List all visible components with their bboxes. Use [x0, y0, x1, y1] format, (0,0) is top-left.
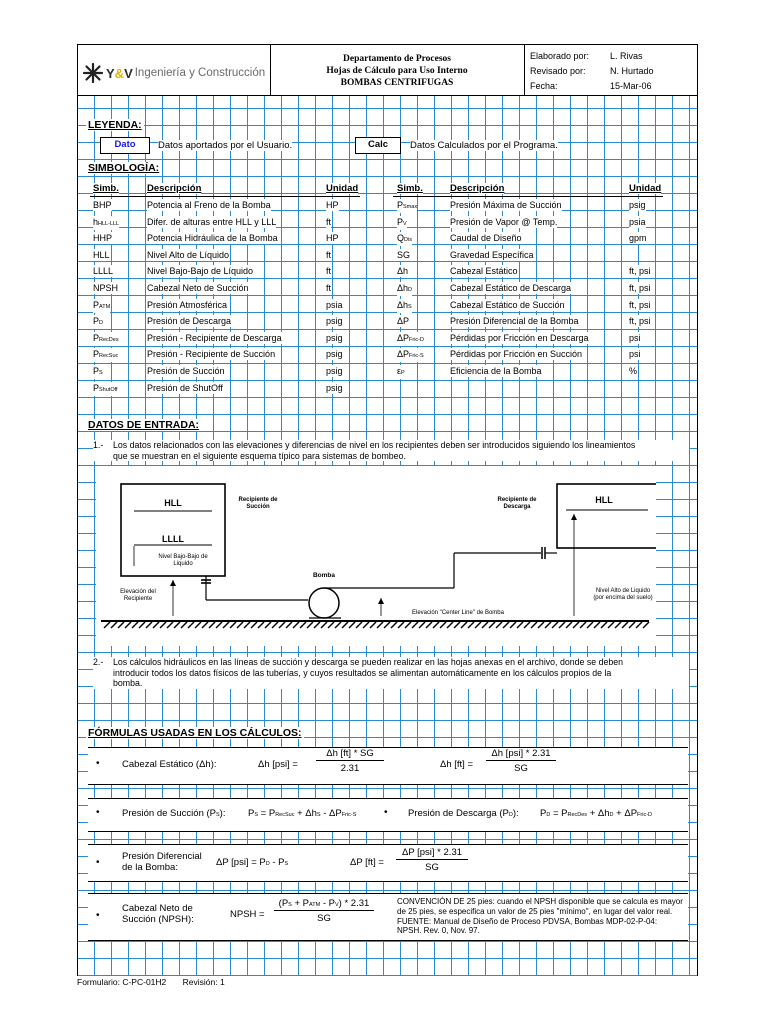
symbol-description: Presión Atmosférica [147, 299, 228, 310]
hll-right-label: HLL [595, 495, 613, 505]
formula-row-1: • Cabezal Estático (Δh): Δh [psi] = $\frac{\Delta h [ft] * SG}{2.31}$ Δh [ft] = Δh [psi] * 2.31 SG [88, 747, 688, 785]
formula-row-4: • Cabezal Neto de Succión (NPSH): NPSH = (PS + PATM - PV) * 2.31 SG CONVENCIÓN DE 25 pies: cuando el NPSH disponible que se calcula es mayor de 25 pies, se especifica un valor de 25 pies "mínimo", en lugar del valor real. FUENTE: Manual de Diseño de Proceso PDVSA, Bombas MDP-02-P-04: NPSH. Rev. 0, Nov. 97. [88, 893, 688, 941]
symbol-code: PShutOff [93, 382, 118, 396]
symbol-description: Nivel Alto de Líquido [147, 249, 230, 260]
symbol-description: Cabezal Estático de Descarga [450, 283, 572, 293]
rec-descarga-label: Recipiente de [497, 497, 537, 503]
symbol-description: Cabezal Neto de Succión [147, 283, 249, 293]
pump-icon [309, 588, 339, 618]
symbol-description: Presión Máxima de Succión [450, 200, 562, 210]
symbol-code: ΔP [397, 316, 410, 327]
document-footer [77, 976, 698, 987]
symbol-code: PD [93, 315, 103, 329]
f4b-fraction: ΔP [psi] * 2.31 SG [396, 847, 468, 873]
symbol-code: PSmax [397, 199, 417, 213]
f2-expression: PS = PRecSuc + ΔhS - ΔPFric-S [248, 808, 357, 819]
symbol-description: Presión - Recipiente de Succión [147, 349, 276, 360]
symbol-description: Pérdidas por Fricción en Succión [450, 349, 583, 360]
symbol-description: Presión de Succión [147, 366, 225, 376]
symbol-description: Presión de ShutOff [147, 382, 223, 393]
logo-star-icon [82, 62, 104, 84]
symbol-unit: gpm [629, 233, 647, 244]
symbol-unit: psig [326, 332, 343, 343]
symbol-unit: ft [326, 249, 332, 260]
symbol-unit: HP [326, 200, 339, 210]
f1-label: Cabezal Estático (Δh): [122, 759, 217, 770]
symbol-unit: ft, psi [629, 266, 651, 277]
symbol-code: ΔhD [397, 282, 412, 296]
npsh-note: CONVENCIÓN DE 25 pies: cuando el NPSH disponible que se calcula es mayor de 25 pies, se especifica un valor de 25 pies "mínimo", en lugar del valor real. FUENTE: Manual de Diseño de Proceso PDVSA, Bombas MDP-02-P-04: NPSH. Rev. 0, Nov. 97. [397, 897, 683, 936]
symbol-unit: psia [326, 299, 343, 310]
f4a-expression: ΔP [psi] = PD - PS [216, 857, 289, 868]
symbol-unit: psia [629, 216, 646, 227]
f4-label: Presión Diferencial de la Bomba: [122, 851, 202, 873]
legend-calc-box: Calc [355, 137, 401, 154]
symbol-code: hHLL-LLL [93, 216, 119, 230]
symbols-heading: SIMBOLOGÍA: [88, 162, 160, 174]
symbol-unit: psi [629, 349, 641, 360]
symbols-header-rule [393, 196, 663, 197]
revision: Revisión: 1 [182, 977, 225, 987]
symbol-code: LLLL [93, 266, 114, 277]
symbol-unit: psig [326, 316, 343, 327]
symbol-code: PS [93, 365, 103, 379]
document-meta: Elaborado por: L. Rivas Revisado por: N. Hurtado Fecha: 15-Mar-06 [530, 51, 654, 91]
symbol-description: Nivel Bajo-Bajo de Líquido [147, 266, 254, 277]
formula-row-2: • Presión de Succión (PS): PS = PRecSuc + ΔhS - ΔPFric-S • Presión de Descarga (PD): PD = PRecDes + ΔhD + ΔPFric-D [88, 798, 688, 832]
symbol-code: PRecSuc [93, 348, 118, 362]
entrada-item-2: 2.- Los cálculos hidráulicos en las líneas de succión y descarga se pueden realizar en las hojas anexas en el archivo, donde se deben introducir todos los datos físicos de las tuberías, y cuyos resultados se alimentan automáticamente en los cálculos propios de la bomba. [93, 657, 689, 689]
symbol-code: QDis [397, 232, 412, 246]
symbols-header-rule [90, 196, 360, 197]
elevacion-recipiente-label: Elevación del [120, 589, 156, 595]
symbol-code: PV [397, 216, 407, 230]
symbol-code: HLL [93, 249, 110, 260]
symbol-code: ΔPFric-S [397, 348, 424, 362]
rec-succion-label: Recipiente de [238, 497, 278, 503]
symbols-col-symb: Simb. [93, 183, 119, 194]
f3-label: Presión de Descarga (PD): [408, 808, 519, 819]
pump-label: Bomba [312, 572, 336, 579]
form-code: Formulario: C-PC-01H2 [77, 977, 167, 987]
symbol-unit: psi [629, 332, 641, 343]
elevacion-cl-label: Elevación "Center Line" de Bomba [412, 610, 504, 616]
symbol-code: BHP [93, 200, 112, 210]
symbol-unit: ft, psi [629, 299, 651, 310]
symbols-col-unit: Unidad [629, 183, 662, 194]
f2-label: Presión de Succión (PS): [122, 808, 226, 819]
hll-left-label: HLL [164, 498, 182, 508]
symbol-description: Potencia Hidráulica de la Bomba [147, 233, 278, 244]
formulas-heading: FÓRMULAS USADAS EN LOS CÁLCULOS: [88, 727, 302, 739]
symbol-description: Gravedad Específica [450, 249, 534, 260]
nivel-alto-label: (por encima del suelo) [593, 595, 653, 601]
symbol-code: εP [397, 365, 405, 379]
nivel-alto-label: Nivel Alto de Liquido [595, 588, 651, 594]
pumping-system-diagram [96, 466, 656, 646]
document-title: Departamento de Procesos Hojas de Cálculo para Uso Interno BOMBAS CENTRIFUGAS [326, 54, 468, 88]
symbol-unit: psig [326, 366, 343, 376]
symbol-unit: ft, psi [629, 316, 651, 327]
symbol-code: ΔPFric-D [397, 332, 424, 346]
symbol-code: PRecDes [93, 332, 119, 346]
symbol-description: Presión - Recipiente de Descarga [147, 332, 282, 343]
f1b-fraction: Δh [psi] * 2.31 SG [486, 748, 556, 774]
symbol-code: Δh [397, 266, 409, 277]
header-divider [524, 45, 525, 95]
symbol-unit: HP [326, 233, 339, 244]
symbol-code: SG [397, 249, 411, 260]
symbol-description: Caudal de Diseño [450, 233, 522, 244]
symbol-description: Cabezal Estático [450, 266, 518, 277]
entrada-item-1: 1.- Los datos relacionados con las elevaciones y diferencias de nivel en los recipientes deben ser introducidos siguiendo los lineamientos que se muestran en el siguiente esquema típico para sistemas de bombeo. [93, 440, 689, 461]
symbol-unit: ft, psi [629, 283, 651, 293]
symbols-col-symb: Simb. [397, 183, 423, 194]
symbol-unit: ft [326, 266, 332, 277]
symbol-code: NPSH [93, 283, 119, 293]
symbol-description: Pérdidas por Fricción en Descarga [450, 332, 589, 343]
symbol-unit: ft [326, 216, 332, 227]
symbol-unit: psig [326, 349, 343, 360]
symbols-col-unit: Unidad [326, 183, 359, 194]
symbols-col-desc: Descripción [147, 183, 202, 194]
symbols-col-desc: Descripción [450, 183, 505, 194]
symbol-description: Cabezal Estático de Succión [450, 299, 565, 310]
legend-dato-desc: Datos aportados por el Usuario. [158, 140, 293, 151]
nivel-bajo-label: Liquido [173, 561, 193, 567]
legend-calc-desc: Datos Calculados por el Programa. [410, 140, 558, 151]
symbol-description: Eficiencia de la Bomba [450, 366, 542, 376]
formula-row-3: • Presión Diferencial de la Bomba: ΔP [psi] = PD - PS ΔP [ft] = ΔP [psi] * 2.31 SG [88, 844, 688, 882]
document-header [77, 44, 698, 96]
entrada-heading: DATOS DE ENTRADA: [88, 419, 200, 431]
llll-label: LLLL [162, 534, 184, 544]
rec-descarga-label: Descarga [503, 504, 531, 510]
symbol-code: HHP [93, 233, 113, 244]
f5-fraction: (PS + PATM - PV) * 2.31 SG [274, 898, 374, 924]
legend-heading: LEYENDA: [88, 119, 142, 131]
rec-succion-label: Succión [246, 504, 270, 510]
company-name: Ingeniería y Construcción [134, 67, 266, 79]
logo-brand: Y&V [106, 65, 133, 81]
symbol-description: Presión de Descarga [147, 316, 232, 327]
symbol-unit: % [629, 366, 638, 376]
symbol-unit: ft [326, 283, 332, 293]
f5-label: Cabezal Neto de Succión (NPSH): [122, 903, 194, 925]
symbol-unit: psig [629, 200, 646, 210]
elevacion-recipiente-label: Recipiente [123, 596, 153, 602]
symbol-description: Difer. de alturas entre HLL y LLL [147, 216, 277, 227]
symbol-unit: psig [326, 382, 343, 393]
symbol-code: PATM [93, 299, 110, 313]
legend-dato-box: Dato [100, 137, 150, 154]
symbol-code: ΔhS [397, 299, 412, 313]
nivel-bajo-label: Nivel Bajo-Bajo de [158, 554, 208, 560]
company-logo [82, 53, 265, 93]
symbol-description: Presión Diferencial de la Bomba [450, 316, 579, 327]
f1a-fraction: $\frac{\Delta h [ft] * SG}{2.31}$ [316, 748, 384, 774]
symbol-description: Presión de Vapor @ Temp. [450, 216, 558, 227]
f3-expression: PD = PRecDes + ΔhD + ΔPFric-D [540, 808, 652, 819]
symbol-description: Potencia al Freno de la Bomba [147, 200, 271, 210]
